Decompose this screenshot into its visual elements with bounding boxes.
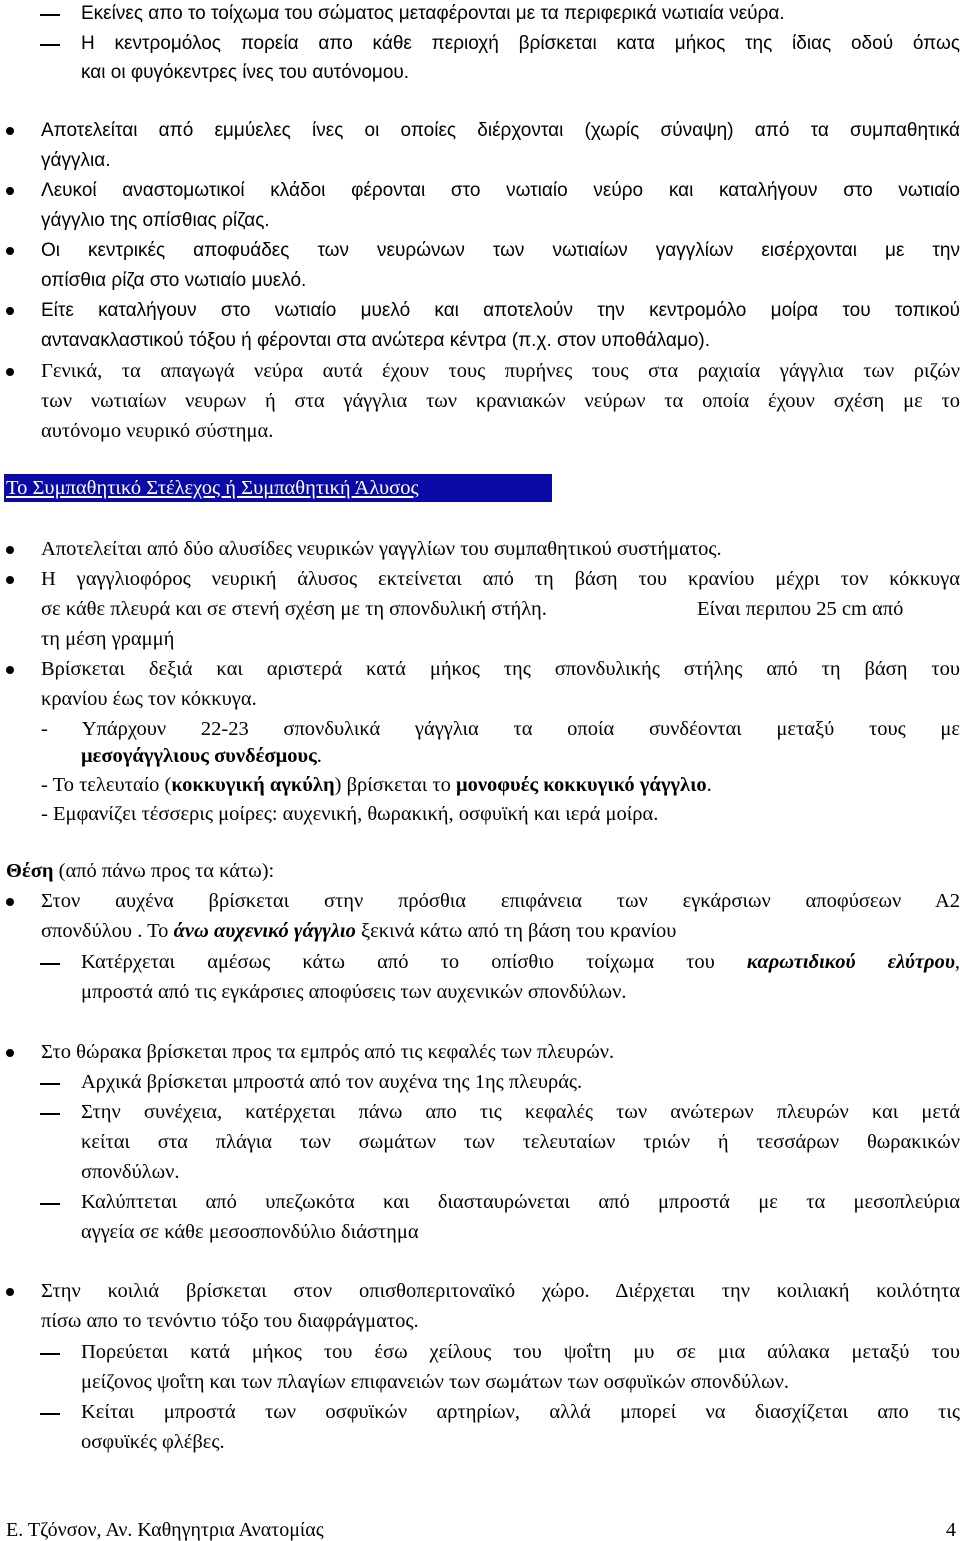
dash-marker [40, 1113, 60, 1115]
paragraph-line: Στον αυχένα βρίσκεται στην πρόσθια επιφάνεια των εγκάρσιων αποφύσεων Α2 [41, 890, 960, 912]
paragraph-line: γάγγλιο της οπίσθιας ρίζας. [41, 210, 270, 231]
subheading-line [6, 861, 274, 882]
dash-marker [40, 1083, 60, 1085]
paragraph-line: σε κάθε πλευρά και σε στενή σχέση με τη σπονδυλική στήλη. [41, 598, 547, 620]
dash-marker [40, 1203, 60, 1205]
paragraph-line: Βρίσκεται δεξιά και αριστερά κατά μήκος της σπονδυλικής στήλης από τη βάση του [41, 658, 960, 680]
paragraph-line: Γενικά, τα απαγωγά νεύρα αυτά έχουν τους πυρήνες τους στα ραχιαία γάγγλια των ριζών [41, 360, 960, 382]
paragraph-line: αντανακλαστικού τόξου ή φέρονται στα ανώτερα κέντρα (π.χ. στον υποθάλαμο). [41, 330, 710, 351]
bold-term: μονοφυές κοκκυγικό γάγγλιο [455, 774, 707, 796]
paragraph-line: σπονδύλων. [81, 1161, 180, 1183]
paragraph-line: αγγεία σε κάθε μεσοσπονδύλιο διάστημα [81, 1221, 419, 1243]
punctuation: , [954, 951, 960, 973]
footer-author: Ε. Τζόνσον, Αν. Καθηγητρια Ανατομίας [6, 1519, 324, 1541]
paragraph-line [41, 775, 712, 796]
text-run: σπονδύλου . Το [41, 920, 174, 942]
paragraph-line [81, 952, 960, 973]
dash-marker [40, 14, 60, 16]
bullet-marker [6, 187, 14, 195]
bullet-marker [6, 1049, 14, 1057]
text-run: - Το τελευταίο ( [41, 774, 172, 796]
bullet-marker [6, 368, 14, 376]
paragraph-line: οσφυϊκές φλέβες. [81, 1431, 225, 1453]
bullet-marker [6, 576, 14, 584]
bold-term: κοκκυγική αγκύλη [171, 774, 335, 796]
text-run: ) βρίσκεται το [334, 774, 456, 796]
paragraph-line: Κείται μπροστά των οσφυϊκών αρτηρίων, αλλά μπορεί να διασχίζεται απο τις [81, 1401, 960, 1423]
paragraph-line: μείζονος ψοΐτη και των πλαγίων επιφανειών των σωμάτων των οσφυϊκών σπονδύλων. [81, 1371, 790, 1393]
paragraph-line: των νωτιαίων νευρων ή στα γάγγλια των κρανιακών νεύρων τα οποία έχουν σχέση με το [41, 390, 960, 412]
paragraph-line: Λευκοί αναστομωτικοί κλάδοι φέρονται στο νωτιαίο νεύρο και καταλήγουν στο νωτιαίο [41, 180, 960, 201]
bold-italic-term: καρωτιδικού ελύτρου [746, 951, 955, 973]
dash-marker [40, 1353, 60, 1355]
paragraph-line: Αρχικά βρίσκεται μπροστά από τον αυχένα της 1ης πλευράς. [81, 1071, 583, 1093]
dash-marker [40, 44, 60, 46]
paragraph-line: Αποτελείται από δύο αλυσίδες νευρικών γαγγλίων του συμπαθητικού συστήματος. [41, 538, 722, 560]
paragraph-line [41, 921, 676, 942]
paragraph-line: Είναι περιπου 25 cm από [697, 598, 904, 620]
bullet-marker [6, 307, 14, 315]
paragraph-line: Στην κοιλιά βρίσκεται στον οπισθοπεριτοναϊκό χώρο. Διέρχεται την κοιλιακή κοιλότητα [41, 1280, 960, 1302]
paragraph-line: - Υπάρχουν 22-23 σπονδυλικά γάγγλια τα οποία συνδέονται μεταξύ τους με [41, 718, 960, 740]
paragraph-line: Στην συνέχεια, κατέρχεται πάνω απο τις κεφαλές των ανώτερων πλευρών και μετά [81, 1101, 960, 1123]
bullet-marker [6, 898, 14, 906]
paragraph-line: και οι φυγόκεντρες ίνες του αυτόνομου. [81, 62, 410, 83]
paragraph-line: Στο θώρακα βρίσκεται προς τα εμπρός από τις κεφαλές των πλευρών. [41, 1041, 615, 1063]
section-heading: Το Συμπαθητικό Στέλεχος ή Συμπαθητική Άλυσος [6, 477, 419, 499]
bold-italic-term: άνω αυχενικό γάγγλιο [173, 920, 356, 942]
bold-term: μεσογάγγλιους συνδέσμους [81, 745, 317, 767]
paragraph-line [81, 746, 322, 767]
punctuation: . [316, 745, 322, 767]
paragraph-line: Η γαγγλιοφόρος νευρική άλυσος εκτείνεται από τη βάση του κρανίου μέχρι τον κόκκυγα [41, 568, 960, 590]
subheading-label: Θέση [6, 860, 54, 882]
paragraph-line: Εκείνες απο το τοίχωμα του σώματος μεταφέρονται με τα περιφερικά νωτιαία νεύρα. [81, 3, 785, 24]
paragraph-line: πίσω απο το τενόντιο τόξο του διαφράγματος. [41, 1310, 419, 1332]
footer-page-number: 4 [946, 1519, 956, 1541]
paragraph-line: γάγγλια. [41, 150, 111, 171]
paragraph-line: Η κεντρομόλος πορεία απο κάθε περιοχή βρίσκεται κατα μήκος της ίδιας οδού όπως [81, 33, 960, 54]
paragraph-line: αυτόνομο νευρικό σύστημα. [41, 420, 274, 442]
bullet-marker [6, 546, 14, 554]
paragraph-line: Καλύπτεται από υπεζωκότα και διασταυρώνεται από μπροστά με τα μεσοπλεύρια [81, 1191, 960, 1213]
paragraph-line: κρανίου έως τον κόκκυγα. [41, 688, 257, 710]
paragraph-line: οπίσθια ρίζα στο νωτιαίο μυελό. [41, 270, 307, 291]
punctuation: . [706, 774, 712, 796]
paragraph-line: Οι κεντρικές αποφυάδες των νευρώνων των νωτιαίων γαγγλίων εισέρχονται με την [41, 240, 960, 261]
dash-marker [40, 1413, 60, 1415]
text-run: (από πάνω προς τα κάτω): [53, 860, 275, 882]
paragraph-line: Πορεύεται κατά μήκος του έσω χείλους του ψοΐτη μυ σε μια αύλακα μεταξύ του [81, 1341, 960, 1363]
bullet-marker [6, 666, 14, 674]
paragraph-line: τη μέση γραμμή [41, 628, 175, 650]
bullet-marker [6, 247, 14, 255]
text-run: ξεκινά κάτω από τη βάση του κρανίου [355, 920, 677, 942]
paragraph-line: Είτε καταλήγουν στο νωτιαίο μυελό και αποτελούν την κεντρομόλο μοίρα του τοπικού [41, 300, 960, 321]
paragraph-line: Αποτελείται από εμμύελες ίνες οι οποίες διέρχονται (χωρίς σύναψη) από τα συμπαθητικά [41, 120, 960, 141]
paragraph-line: - Εμφανίζει τέσσερις μοίρες: αυχενική, θωρακική, οσφυϊκή και ιερά μοίρα. [41, 803, 659, 825]
dash-marker [40, 963, 60, 965]
bullet-marker [6, 127, 14, 135]
paragraph-line: κείται στα πλάγια των σωμάτων των τελευταίων τριών ή τεσσάρων θωρακικών [81, 1131, 960, 1153]
bullet-marker [6, 1288, 14, 1296]
paragraph-line: μπροστά από τις εγκάρσιες αποφύσεις των αυχενικών σπονδύλων. [81, 981, 627, 1003]
text-run: Κατέρχεται αμέσως κάτω από το οπίσθιο τοίχωμα του [81, 951, 747, 973]
